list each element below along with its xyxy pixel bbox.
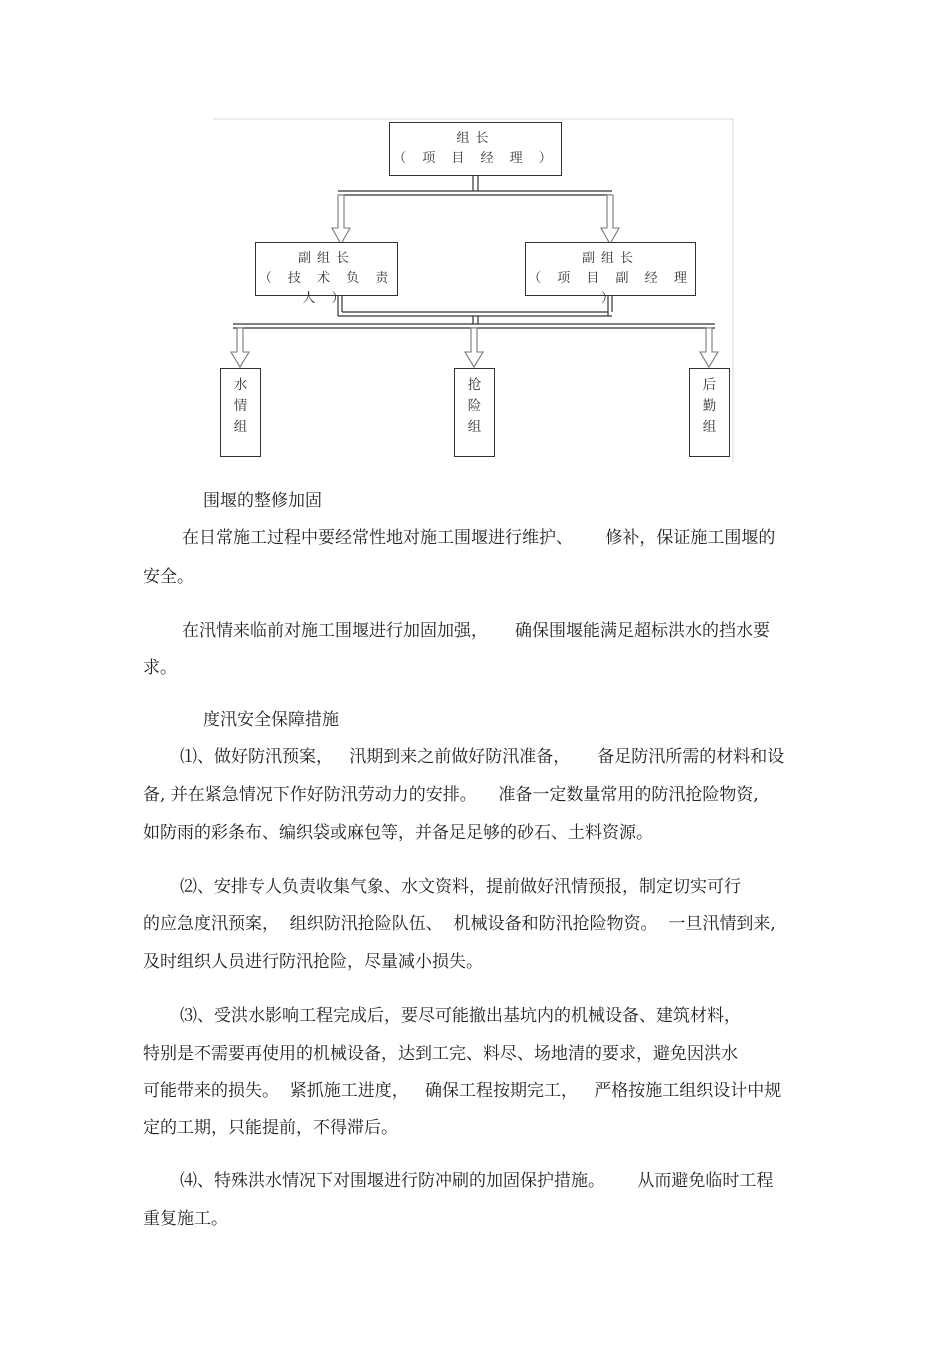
group-water-char: 组 bbox=[233, 419, 248, 435]
paragraph-line: 安全。 bbox=[143, 567, 194, 587]
group-rescue-box bbox=[454, 368, 495, 457]
paragraph-line: 在日常施工过程中要经常性地对施工围堰进行维护、 修补，保证施工围堰的 bbox=[182, 528, 776, 548]
paragraph-line: 在汛情来临前对施工围堰进行加固加强， 确保围堰能满足超标洪水的挡水要 bbox=[182, 621, 771, 641]
paragraph-line: 备, 并在紧急情况下作好防汛劳动力的安排。 准备一定数量常用的防汛抢险物资, bbox=[143, 785, 759, 805]
group-logistics-char: 组 bbox=[702, 419, 717, 435]
paragraph-line: 如防雨的彩条布、编织袋或麻包等，并备足足够的砂石、土料资源。 bbox=[143, 823, 653, 843]
group-rescue-char: 抢 bbox=[467, 377, 482, 393]
leader-subtitle: （ 项 目 经 理 ） bbox=[393, 151, 558, 166]
paragraph-line: 及时组织人员进行防汛抢险，尽量减小损失。 bbox=[143, 952, 483, 972]
deputy-leader-pm-title: 副组长 bbox=[581, 251, 639, 266]
org-chart bbox=[0, 0, 950, 470]
group-water-char: 情 bbox=[233, 398, 248, 414]
paragraph-line: 重复施工。 bbox=[143, 1209, 228, 1229]
deputy-leader-tech-subtitle: （ 技 术 负 责 人 ） bbox=[258, 271, 395, 306]
paragraph-line: 特别是不需要再使用的机械设备，达到工完、料尽、场地清的要求，避免因洪水 bbox=[143, 1044, 738, 1064]
arrow-to-group-rescue bbox=[465, 328, 483, 367]
leader-title: 组长 bbox=[456, 131, 495, 146]
paragraph-line: ⑷、特殊洪水情况下对围堰进行防冲刷的加固保护措施。 从而避免临时工程 bbox=[180, 1171, 774, 1191]
arrow-to-group-water bbox=[231, 328, 249, 367]
paragraph-line: 求。 bbox=[143, 658, 177, 678]
arrow-to-group-logistics bbox=[700, 328, 718, 367]
group-logistics-char: 后 bbox=[702, 377, 717, 393]
deputy-leader-tech-title: 副组长 bbox=[297, 251, 355, 266]
leader-box bbox=[389, 122, 562, 176]
arrow-to-deputy-left bbox=[332, 195, 350, 244]
deputy-leader-tech-box bbox=[255, 242, 398, 306]
group-rescue-char: 险 bbox=[467, 398, 482, 414]
arrow-to-deputy-right bbox=[601, 195, 619, 244]
paragraph-line: ⑴、做好防汛预案， 汛期到来之前做好防汛准备， 备足防汛所需的材料和设 bbox=[180, 747, 785, 767]
group-water-char: 水 bbox=[233, 377, 248, 393]
deputy-leader-pm-box bbox=[525, 242, 696, 306]
section-heading: 度汛安全保障措施 bbox=[203, 710, 339, 730]
group-rescue-char: 组 bbox=[467, 419, 482, 435]
paragraph-line: 定的工期，只能提前，不得滞后。 bbox=[143, 1118, 398, 1138]
deputy-leader-pm-subtitle: （ 项 目 副 经 理 ） bbox=[528, 271, 693, 306]
paragraph-line: ⑵、安排专人负责收集气象、水文资料，提前做好汛情预报，制定切实可行 bbox=[180, 877, 741, 897]
paragraph-line: 可能带来的损失。 紧抓施工进度， 确保工程按期完工， 严格按施工组织设计中规 bbox=[143, 1081, 782, 1101]
paragraph-line: ⑶、受洪水影响工程完成后，要尽可能撤出基坑内的机械设备、建筑材料， bbox=[180, 1006, 741, 1026]
section-heading: 围堰的整修加固 bbox=[203, 491, 322, 511]
group-logistics-box bbox=[689, 368, 730, 457]
paragraph-line: 的应急度汛预案， 组织防汛抢险队伍、 机械设备和防汛抢险物资。 一旦汛情到来, bbox=[143, 914, 776, 934]
group-logistics-char: 勤 bbox=[702, 398, 717, 414]
group-water-box bbox=[220, 368, 261, 457]
